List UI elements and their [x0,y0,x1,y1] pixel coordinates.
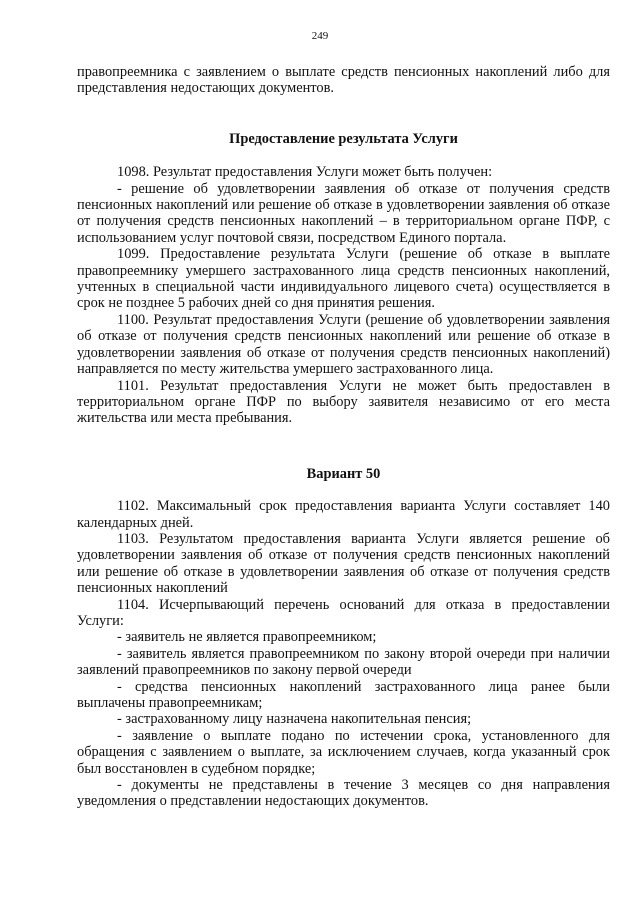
paragraph-1103: 1103. Результатом предоставления варианта Услуги является решение об удовлетворении заявления об отказе от получения средств пенсионных накоплений или решение об отказе в удовлетворении заявления об отказе от получения средств пенсионных накоплений [77,530,610,597]
paragraph-1098-item: - решение об удовлетворении заявления об отказе от получения средств пенсионных накоплений или решение об отказе в удовлетворении заявления об отказе от получения средств пенсионных накоплений – в территориальном органе ПФР, с использованием услуг почтовой связи, посредством Единого портала. [77,180,610,246]
section-title-variant: Вариант 50 [306,465,381,482]
document-body [77,64,610,810]
list-item-refusal: - заявление о выплате подано по истечении срока, установленного для обращения с заявлением о выплате, за исключением случаев, когда указанный срок был восстановлен в судебном порядке; [77,727,610,777]
paragraph-1100: 1100. Результат предоставления Услуги (решение об удовлетворении заявления об отказе от получения средств пенсионных накоплений или решение об отказе в удовлетворении заявления об отказе от получения средств пенсионных накоплений) направляется по месту жительства умершего застрахованного лица. [77,311,610,378]
list-item-refusal: - застрахованному лицу назначена накопительная пенсия; [117,711,472,728]
paragraph-1101: 1101. Результат предоставления Услуги не может быть предоставлен в территориальном органе ПФР по выбору заявителя независимо от его места жительства или места пребывания. [77,377,610,427]
paragraph-1104: 1104. Исчерпывающий перечень оснований для отказа в предоставлении Услуги: [77,596,610,629]
intro-paragraph: правопреемника с заявлением о выплате средств пенсионных накоплений либо для представления недостающих документов. [77,64,610,97]
list-item-refusal: - средства пенсионных накоплений застрахованного лица ранее были выплачены правопреемникам; [77,678,610,711]
paragraph-1099: 1099. Предоставление результата Услуги (решение об отказе в выплате правопреемнику умершего застрахованного лица средств пенсионных накоплений, учтенных в специальной части индивидуального лицевого счета) осуществляется в срок не позднее 5 рабочих дней со дня принятия решения. [77,246,610,312]
list-item-refusal: - заявитель не является правопреемником; [117,629,377,646]
list-item-refusal: - заявитель является правопреемником по закону второй очереди при наличии заявлений правопреемников по закону первой очереди [77,645,610,679]
section-title-result: Предоставление результата Услуги [229,130,458,147]
paragraph-1098: 1098. Результат предоставления Услуги может быть получен: [117,164,493,181]
page-number: 249 [311,30,329,42]
list-item-refusal: - документы не представлены в течение 3 месяцев со дня направления уведомления о представлении недостающих документов. [77,777,610,810]
paragraph-1102: 1102. Максимальный срок предоставления варианта Услуги составляет 140 календарных дней. [77,498,610,531]
